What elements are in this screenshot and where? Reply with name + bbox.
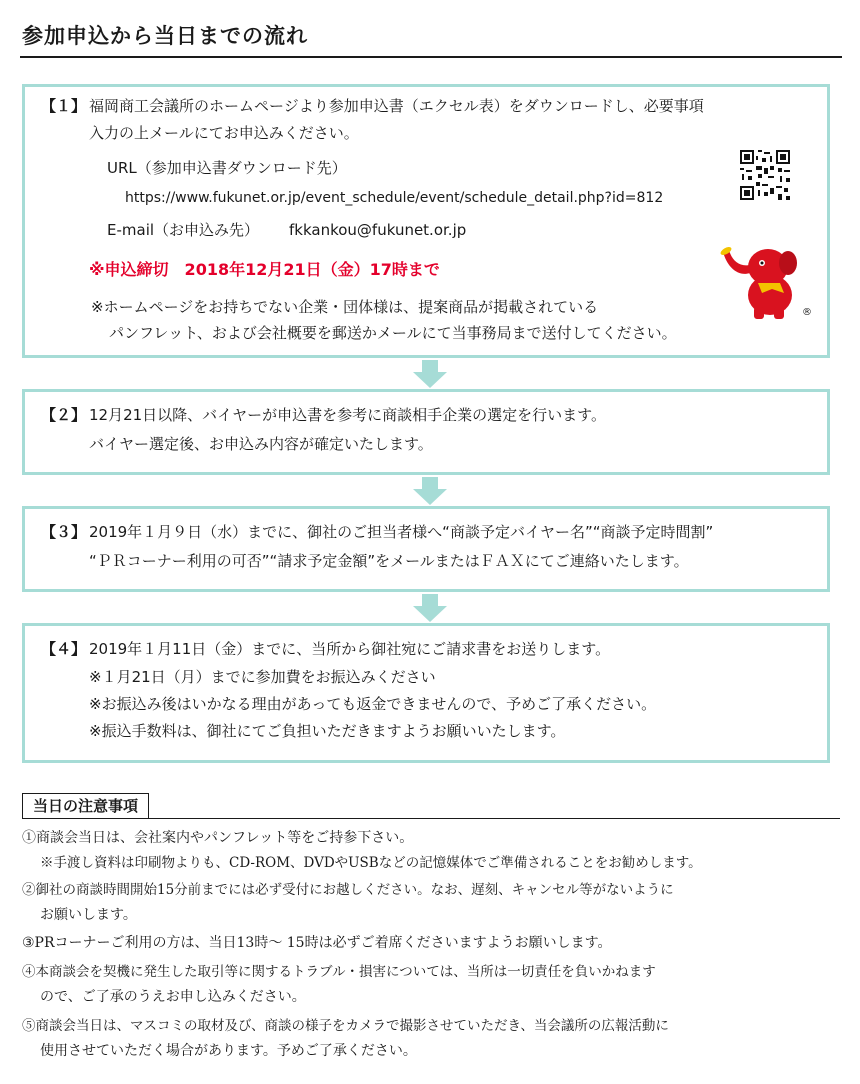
qr-code-icon[interactable] [740, 150, 790, 200]
step-1-line-2: 入力の上メールにてお申込みください。 [89, 124, 359, 142]
step-4-line-2: ※１月21日（月）までに参加費をお振込みください [89, 668, 436, 686]
step-2-line-2: バイヤー選定後、お申込み内容が確定いたします。 [89, 435, 433, 453]
email-address[interactable]: fkkankou@fukunet.or.jp [289, 221, 467, 239]
step-3-number: 【３】 [41, 523, 87, 541]
note-4-line-1: ④本商談会を契機に発生した取引等に関するトラブル・損害については、当所は一切責任を負いかねます [22, 964, 656, 980]
mascot-icon [718, 237, 812, 327]
notes-heading: 当日の注意事項 [22, 793, 149, 819]
step-3-box [22, 506, 830, 592]
step-1-line-1: 福岡商工会議所のホームページより参加申込書（エクセル表）をダウンロードし、必要事項 [89, 97, 704, 115]
step-1-box [22, 84, 830, 358]
download-url[interactable]: https://www.fukunet.or.jp/event_schedule/event/schedule_detail.php?id=812 [125, 190, 664, 206]
note-1-line-2: ※手渡し資料は印刷物よりも、CD-ROM、DVDやUSBなどの記憶媒体でご準備されることをお勧めします。 [40, 855, 702, 871]
down-arrow-icon [413, 594, 447, 622]
step-4-box [22, 623, 830, 763]
step-1-note-1: ※ホームページをお持ちでない企業・団体様は、提案商品が掲載されている [91, 298, 599, 316]
page-title: 参加申込から当日までの流れ [22, 24, 308, 48]
step-2-line-1: 12月21日以降、バイヤーが申込書を参考に商談相手企業の選定を行います。 [89, 406, 606, 424]
down-arrow-icon [413, 477, 447, 505]
url-label: URL（参加申込書ダウンロード先） [107, 159, 347, 177]
step-4-number: 【４】 [41, 640, 87, 658]
step-3-line-1: 2019年１月９日（水）までに、御社のご担当者様へ“商談予定バイヤー名”“商談予定時間割” [89, 523, 714, 541]
note-1-line-1: ①商談会当日は、会社案内やパンフレット等をご持参下さい。 [22, 830, 414, 846]
registered-mark: ® [802, 307, 812, 318]
step-1-number: 【１】 [41, 97, 87, 115]
note-5-line-2: 使用させていただく場合があります。予めご了承ください。 [40, 1043, 417, 1059]
step-4-line-1: 2019年１月11日（金）までに、当所から御社宛にご請求書をお送りします。 [89, 640, 611, 658]
step-3-line-2: “ＰＲコーナー利用の可否”“請求予定金額”をメールまたはＦＡＸにてご連絡いたします。 [89, 552, 689, 570]
step-2-number: 【２】 [41, 406, 87, 424]
down-arrow-icon [413, 360, 447, 388]
step-2-box [22, 389, 830, 475]
note-2-line-2: お願いします。 [40, 907, 137, 923]
email-label: E-mail（お申込み先） [107, 221, 260, 239]
step-4-line-3: ※お振込み後はいかなる理由があっても返金できませんので、予めご了承ください。 [89, 695, 657, 713]
title-rule [20, 56, 842, 58]
note-3-line-1: ③PRコーナーご利用の方は、当日13時～ 15時は必ずご着席くださいますようお願いします。 [22, 935, 612, 951]
notes-rule [22, 818, 840, 819]
note-4-line-2: ので、ご了承のうえお申し込みください。 [40, 989, 306, 1005]
note-2-line-1: ②御社の商談時間開始15分前までには必ず受付にお越しください。なお、遅刻、キャンセル等がないように [22, 882, 674, 898]
deadline: ※申込締切 2018年12月21日（金）17時まで [89, 260, 440, 279]
step-4-line-4: ※振込手数料は、御社にてご負担いただきますようお願いいたします。 [89, 722, 566, 740]
step-1-note-2: パンフレット、および会社概要を郵送かメールにて当事務局まで送付してください。 [109, 324, 677, 342]
note-5-line-1: ⑤商談会当日は、マスコミの取材及び、商談の様子をカメラで撮影させていただき、当会議所の広報活動に [22, 1018, 669, 1034]
